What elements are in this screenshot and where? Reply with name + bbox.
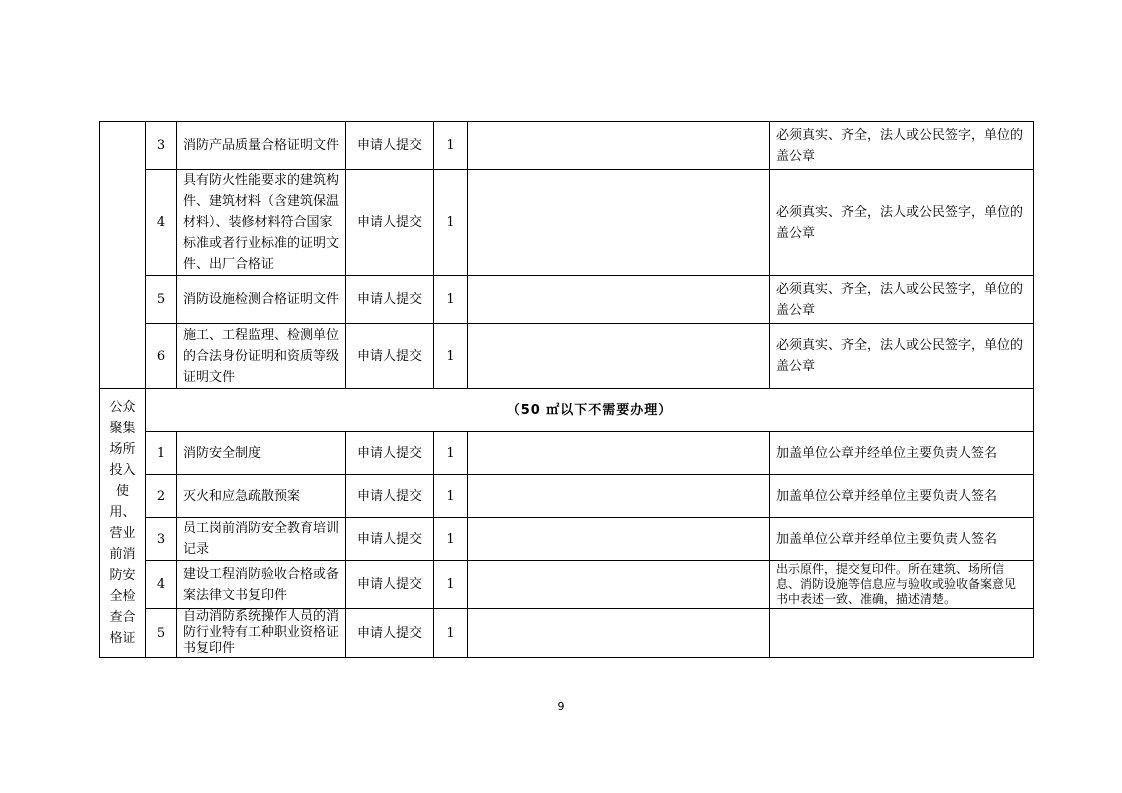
- row-number: 5: [146, 609, 177, 658]
- table-row: [100, 561, 1034, 609]
- table-row: [100, 609, 1034, 658]
- row-number: 4: [146, 561, 177, 609]
- requirement: 加盖单位公章并经单位主要负责人签名: [770, 432, 1034, 475]
- copies: 1: [434, 609, 468, 658]
- row-number: 6: [146, 324, 177, 389]
- table-row: [100, 475, 1034, 518]
- requirement: 加盖单位公章并经单位主要负责人签名: [770, 518, 1034, 561]
- remark: [468, 324, 770, 389]
- row-number: 3: [146, 518, 177, 561]
- requirement: 必须真实、齐全，法人或公民签字，单位的盖公章: [770, 276, 1034, 324]
- table-row: [100, 324, 1034, 389]
- material-name: 消防产品质量合格证明文件: [177, 122, 346, 170]
- table-row: [100, 170, 1034, 276]
- row-number: 1: [146, 432, 177, 475]
- submitter: 申请人提交: [346, 518, 434, 561]
- material-name: 消防设施检测合格证明文件: [177, 276, 346, 324]
- material-name: 具有防火性能要求的建筑构件、建筑材料（含建筑保温材料）、装修材料符合国家标准或者行业标准的证明文件、出厂合格证: [177, 170, 346, 276]
- material-name: 施工、工程监理、检测单位的合法身份证明和资质等级证明文件: [177, 324, 346, 389]
- copies: 1: [434, 276, 468, 324]
- row-number: 5: [146, 276, 177, 324]
- remark: [468, 276, 770, 324]
- submitter: 申请人提交: [346, 122, 434, 170]
- page-number: 9: [557, 700, 565, 713]
- requirement: 出示原件，提交复印件。所在建筑、场所信息、消防设施等信息应与验收或验收备案意见书中表述一致、准确，描述清楚。: [770, 561, 1034, 609]
- requirement: [770, 609, 1034, 658]
- row-number: 4: [146, 170, 177, 276]
- submitter: 申请人提交: [346, 561, 434, 609]
- submitter: 申请人提交: [346, 609, 434, 658]
- copies: 1: [434, 432, 468, 475]
- row-number: 3: [146, 122, 177, 170]
- remark: [468, 170, 770, 276]
- copies: 1: [434, 561, 468, 609]
- material-name: 灭火和应急疏散预案: [177, 475, 346, 518]
- category-cell-continued: [100, 122, 146, 389]
- remark: [468, 122, 770, 170]
- table-row: [100, 122, 1034, 170]
- submitter: 申请人提交: [346, 432, 434, 475]
- notice-text: （50 ㎡以下不需要办理）: [146, 389, 1034, 432]
- material-name: 建设工程消防验收合格或备案法律文书复印件: [177, 561, 346, 609]
- remark: [468, 475, 770, 518]
- notice-row: [100, 389, 1034, 432]
- table-row: [100, 432, 1034, 475]
- remark: [468, 561, 770, 609]
- submitter: 申请人提交: [346, 276, 434, 324]
- requirement: 加盖单位公章并经单位主要负责人签名: [770, 475, 1034, 518]
- submitter: 申请人提交: [346, 170, 434, 276]
- copies: 1: [434, 518, 468, 561]
- submitter: 申请人提交: [346, 324, 434, 389]
- copies: 1: [434, 122, 468, 170]
- copies: 1: [434, 475, 468, 518]
- material-name: 自动消防系统操作人员的消防行业特有工种职业资格证书复印件: [177, 609, 346, 658]
- material-name: 员工岗前消防安全教育培训记录: [177, 518, 346, 561]
- materials-table: [99, 121, 1034, 658]
- requirement: 必须真实、齐全，法人或公民签字，单位的盖公章: [770, 324, 1034, 389]
- row-number: 2: [146, 475, 177, 518]
- remark: [468, 432, 770, 475]
- submitter: 申请人提交: [346, 475, 434, 518]
- material-name: 消防安全制度: [177, 432, 346, 475]
- remark: [468, 518, 770, 561]
- remark: [468, 609, 770, 658]
- table-row: [100, 518, 1034, 561]
- copies: 1: [434, 170, 468, 276]
- table-row: [100, 276, 1034, 324]
- requirement: 必须真实、齐全，法人或公民签字，单位的盖公章: [770, 170, 1034, 276]
- requirement: 必须真实、齐全，法人或公民签字，单位的盖公章: [770, 122, 1034, 170]
- category-label: 公众聚集场所投入使用、营业前消防安全检查合格证: [100, 389, 146, 658]
- copies: 1: [434, 324, 468, 389]
